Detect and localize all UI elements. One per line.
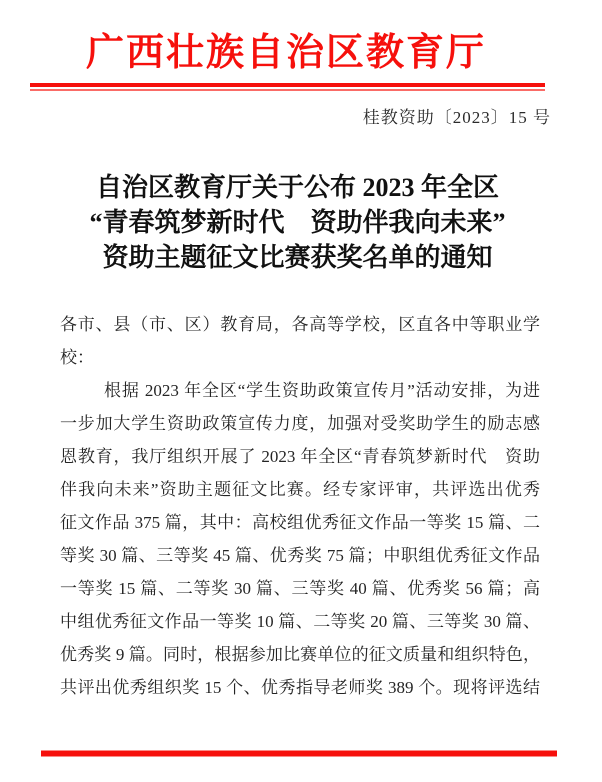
document-title bbox=[25, 170, 570, 275]
document-reference-number: 桂教资助〔2023〕15 号 bbox=[362, 108, 551, 127]
body-text-line: 恩教育，我厅组织开展了 2023 年全区“青春筑梦新时代 资助 bbox=[60, 447, 540, 466]
body-text-line: 伴我向未来”资助主题征文比赛。经专家评审，共评选出优秀 bbox=[60, 480, 540, 499]
body-text-line: 校： bbox=[60, 348, 94, 367]
body-text-line: 等奖 30 篇、三等奖 45 篇、优秀奖 75 篇；中职组优秀征文作品 bbox=[60, 546, 540, 565]
document-body-text bbox=[60, 308, 540, 704]
body-text-line: 优秀奖 9 篇。同时，根据参加比赛单位的征文质量和组织特色， bbox=[60, 645, 540, 664]
letterhead-divider-line bbox=[30, 83, 545, 91]
document-title-line: “青春筑梦新时代 资助伴我向未来” bbox=[89, 208, 506, 237]
body-text-line: 根据 2023 年全区“学生资助政策宣传月”活动安排，为进 bbox=[104, 381, 540, 400]
agency-letterhead-title: 广西壮族自治区教育厅 bbox=[85, 32, 486, 74]
body-text-line: 征文作品 375 篇，其中：高校组优秀征文作品一等奖 15 篇、二 bbox=[60, 513, 540, 532]
body-text-line: 一等奖 15 篇、二等奖 30 篇、三等奖 40 篇、优秀奖 56 篇；高 bbox=[60, 579, 540, 598]
body-text-line: 共评出优秀组织奖 15 个、优秀指导老师奖 389 个。现将评选结 bbox=[60, 678, 540, 697]
document-title-line: 资助主题征文比赛获奖名单的通知 bbox=[102, 243, 493, 272]
body-text-line: 中组优秀征文作品一等奖 10 篇、二等奖 20 篇、三等奖 30 篇、 bbox=[60, 612, 540, 631]
body-text-line: 一步加大学生资助政策宣传力度，加强对受奖助学生的励志感 bbox=[60, 414, 540, 433]
body-text-line: 各市、县（市、区）教育局，各高等学校，区直各中等职业学 bbox=[60, 315, 540, 334]
footer-divider-line bbox=[41, 750, 557, 757]
document-title-line: 自治区教育厅关于公布 2023 年全区 bbox=[95, 173, 499, 202]
letterhead-divider-thin-rule bbox=[30, 89, 545, 91]
